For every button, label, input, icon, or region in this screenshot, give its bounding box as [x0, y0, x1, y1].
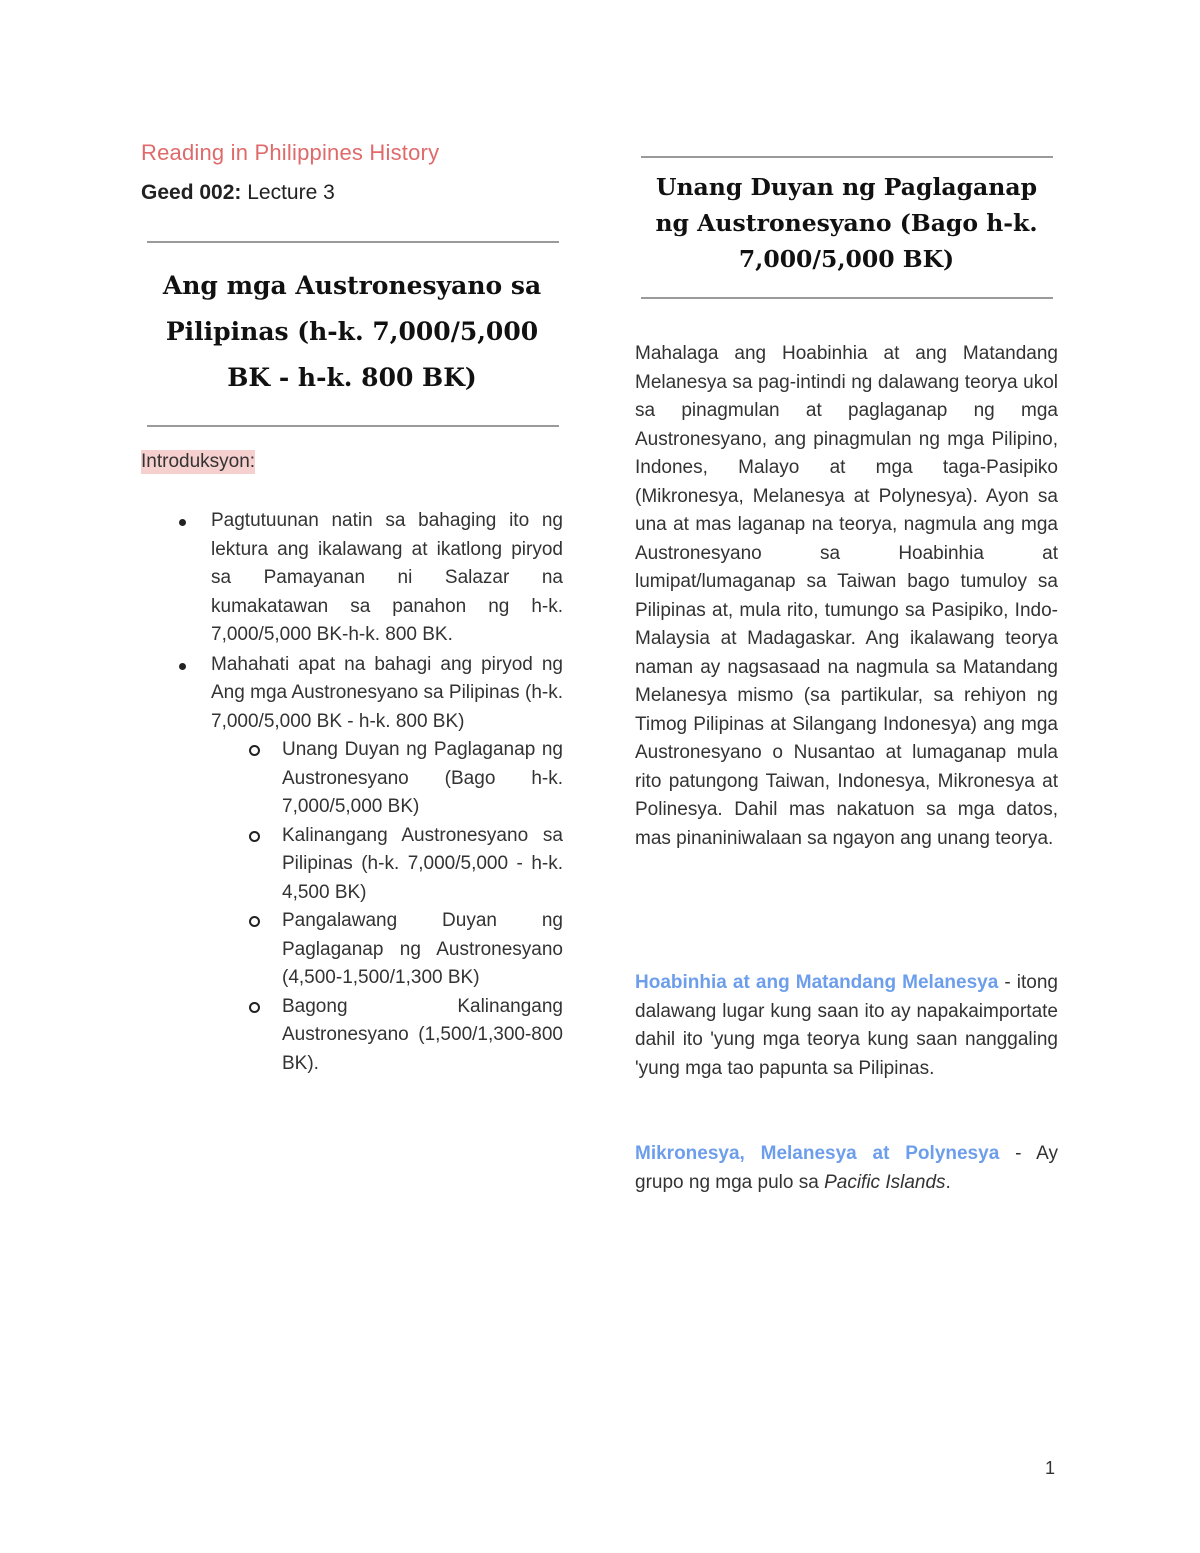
term-text: - Ay grupo ng mga pulo sa: [635, 1143, 1058, 1193]
bottom-divider: [641, 297, 1053, 299]
lecture-label: Lecture 3: [241, 181, 335, 204]
heading-line: Unang Duyan ng Paglaganap: [655, 173, 1038, 201]
bullet-list: [141, 507, 563, 1079]
term-label: Mikronesya, Melanesya at Polynesya: [635, 1143, 1000, 1164]
section-heading: [635, 169, 1058, 277]
course-subtitle: [141, 181, 335, 205]
sub-list-item: Bagong Kalinangang Austronesyano (1,500/1,300-800 BK).: [211, 993, 563, 1079]
term-text: - itong dalawang lugar kung saan ito ay napakaimportate dahil ito 'yung mga teorya kung saan nanggaling 'yung mga tao papunta sa Pilipinas.: [635, 972, 1058, 1079]
term-italic: Pacific Islands: [824, 1171, 946, 1193]
list-item-text: Mahahati apat na bahagi ang piryod ng Ang mga Austronesyano sa Pilipinas (h-k. 7,000/5,000 BK - h-k. 800 BK): [211, 653, 563, 732]
heading-line: Ang mga Austronesyano sa: [162, 271, 542, 300]
heading-line: 7,000/5,000 BK): [738, 245, 955, 273]
list-item: [141, 651, 563, 1079]
list-item: [141, 507, 563, 650]
heading-line: ng Austronesyano (Bago h-k.: [655, 209, 1038, 237]
sub-list-item: Pangalawang Duyan ng Paglaganap ng Austronesyano (4,500-1,500/1,300 BK): [211, 907, 563, 993]
document-title: Reading in Philippines History: [141, 140, 440, 165]
top-divider: [641, 156, 1053, 158]
term-definition: [635, 1140, 1058, 1197]
term-text-end: .: [945, 1171, 951, 1193]
sub-bullet-list: [211, 736, 563, 1078]
top-divider: [147, 241, 559, 243]
sub-list-item: Unang Duyan ng Paglaganap ng Austronesyano (Bago h-k. 7,000/5,000 BK): [211, 736, 563, 822]
course-code: Geed 002:: [141, 181, 242, 204]
term-definition: [635, 969, 1058, 1083]
heading-line: BK - h-k. 800 BK): [227, 363, 477, 392]
intro-label: Introduksyon:: [141, 451, 256, 472]
list-item-text: Pagtutuunan natin sa bahaging ito ng lektura ang ikalawang at ikatlong piryod sa Pamayanan ni Salazar na kumakatawan sa panahon ng h-k. 7,000/5,000 BK-h-k. 800 BK.: [211, 510, 563, 645]
sub-list-item: Kalinangang Austronesyano sa Pilipinas (h-k. 7,000/5,000 - h-k. 4,500 BK): [211, 822, 563, 908]
bottom-divider: [147, 425, 559, 427]
term-label: Hoabinhia at ang Matandang Melanesya: [635, 972, 999, 993]
page-number: 1: [1045, 1458, 1056, 1478]
section-heading: [141, 263, 563, 401]
heading-line: Pilipinas (h-k. 7,000/5,000: [165, 317, 539, 346]
body-paragraph: Mahalaga ang Hoabinhia at ang Matandang Melanesya sa pag-intindi ng dalawang teorya ukol sa pinagmulan at paglaganap ng mga Austronesyano, ang pinagmulan ng mga Pilipino, Indones, Malayo at mga taga-Pasipiko (Mikronesya, Melanesya at Polynesya). Ayon sa una at mas laganap na teorya, nagmula ang mga Austronesyano sa Hoabinhia at lumipat/lumaganap sa Taiwan bago tumuloy sa Pilipinas at, mula rito, tumungo sa Pasipiko, Indo-Malaysia at Madagaskar. Ang ikalawang teorya naman ay nagsasaad na nagmula sa Matandang Melanesya mismo (sa partikular, sa rehiyon ng Timog Pilipinas at Silangang Indonesya) ang mga Austronesyano o Nusantao at lumaganap mula rito patungong Taiwan, Indonesya, Mikronesya at Polinesya. Dahil mas nakatuon sa mga datos, mas pinaniniwalaan sa ngayon ang unang teorya.: [635, 343, 1058, 849]
